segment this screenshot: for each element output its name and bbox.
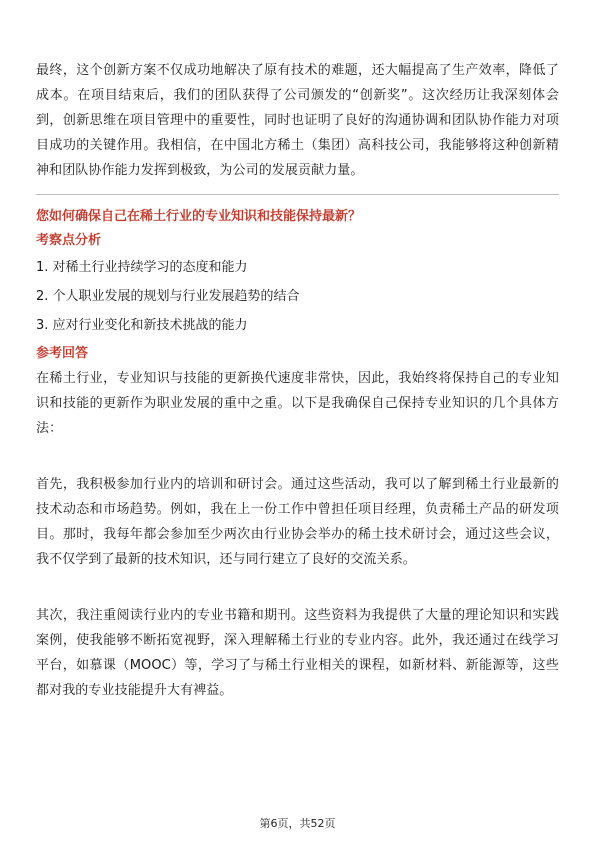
- intro-paragraph: 最终，这个创新方案不仅成功地解决了原有技术的难题，还大幅提高了生产效率，降低了成本。在项目结束后，我们的团队获得了公司颁发的“创新奖”。这次经历让我深刻体会到，创新思维在项目管理中的重要性，同时也证明了良好的沟通协调和团队协作能力对项目成功的关键作用。我相信，在中国北方稀土（集团）高科技公司，我能够将这种创新精神和团队协作能力发挥到极致，为公司的发展贡献力量。: [36, 63, 559, 178]
- page-footer: [0, 815, 595, 831]
- section-divider: [36, 194, 559, 195]
- paragraph-gap: [36, 441, 559, 466]
- analysis-point: 2. 个人职业发展的规划与行业发展趋势的结合: [36, 289, 300, 304]
- answer-heading: 参考回答: [36, 346, 89, 361]
- analysis-point: 1. 对稀土行业持续学习的态度和能力: [36, 260, 248, 275]
- page-content: [36, 58, 559, 703]
- analysis-points: [36, 253, 559, 340]
- page-number: 第6页，共52页: [259, 817, 336, 830]
- analysis-point: 3. 应对行业变化和新技术挑战的能力: [36, 318, 248, 333]
- answer-paragraph: 首先，我积极参加行业内的培训和研讨会。通过这些活动，我可以了解到稀土行业最新的技术动态和市场趋势。例如，我在上一份工作中曾担任项目经理，负责稀土产品的研发项目。那时，我每年都会参加至少两次由行业协会举办的稀土技术研讨会，通过这些会议，我不仅学到了最新的技术知识，还与同行建立了良好的交流关系。: [36, 477, 559, 567]
- answer-paragraph: 其次，我注重阅读行业内的专业书籍和期刊。这些资料为我提供了大量的理论知识和实践案例，使我能够不断拓宽视野，深入理解稀土行业的专业内容。此外，我还通过在线学习平台，如慕课（MOOC）等，学习了与稀土行业相关的课程，如新材料、新能源等，这些都对我的专业技能提升大有裨益。: [36, 608, 559, 698]
- interview-question: 您如何确保自己在稀土行业的专业知识和技能保持最新？: [36, 209, 362, 224]
- analysis-heading: 考察点分析: [36, 233, 102, 248]
- paragraph-gap: [36, 572, 559, 597]
- answer-paragraph: 在稀土行业，专业知识与技能的更新换代速度非常快，因此，我始终将保持自己的专业知识和技能的更新作为职业发展的重中之重。以下是我确保自己保持专业知识的几个具体方法：: [36, 371, 559, 436]
